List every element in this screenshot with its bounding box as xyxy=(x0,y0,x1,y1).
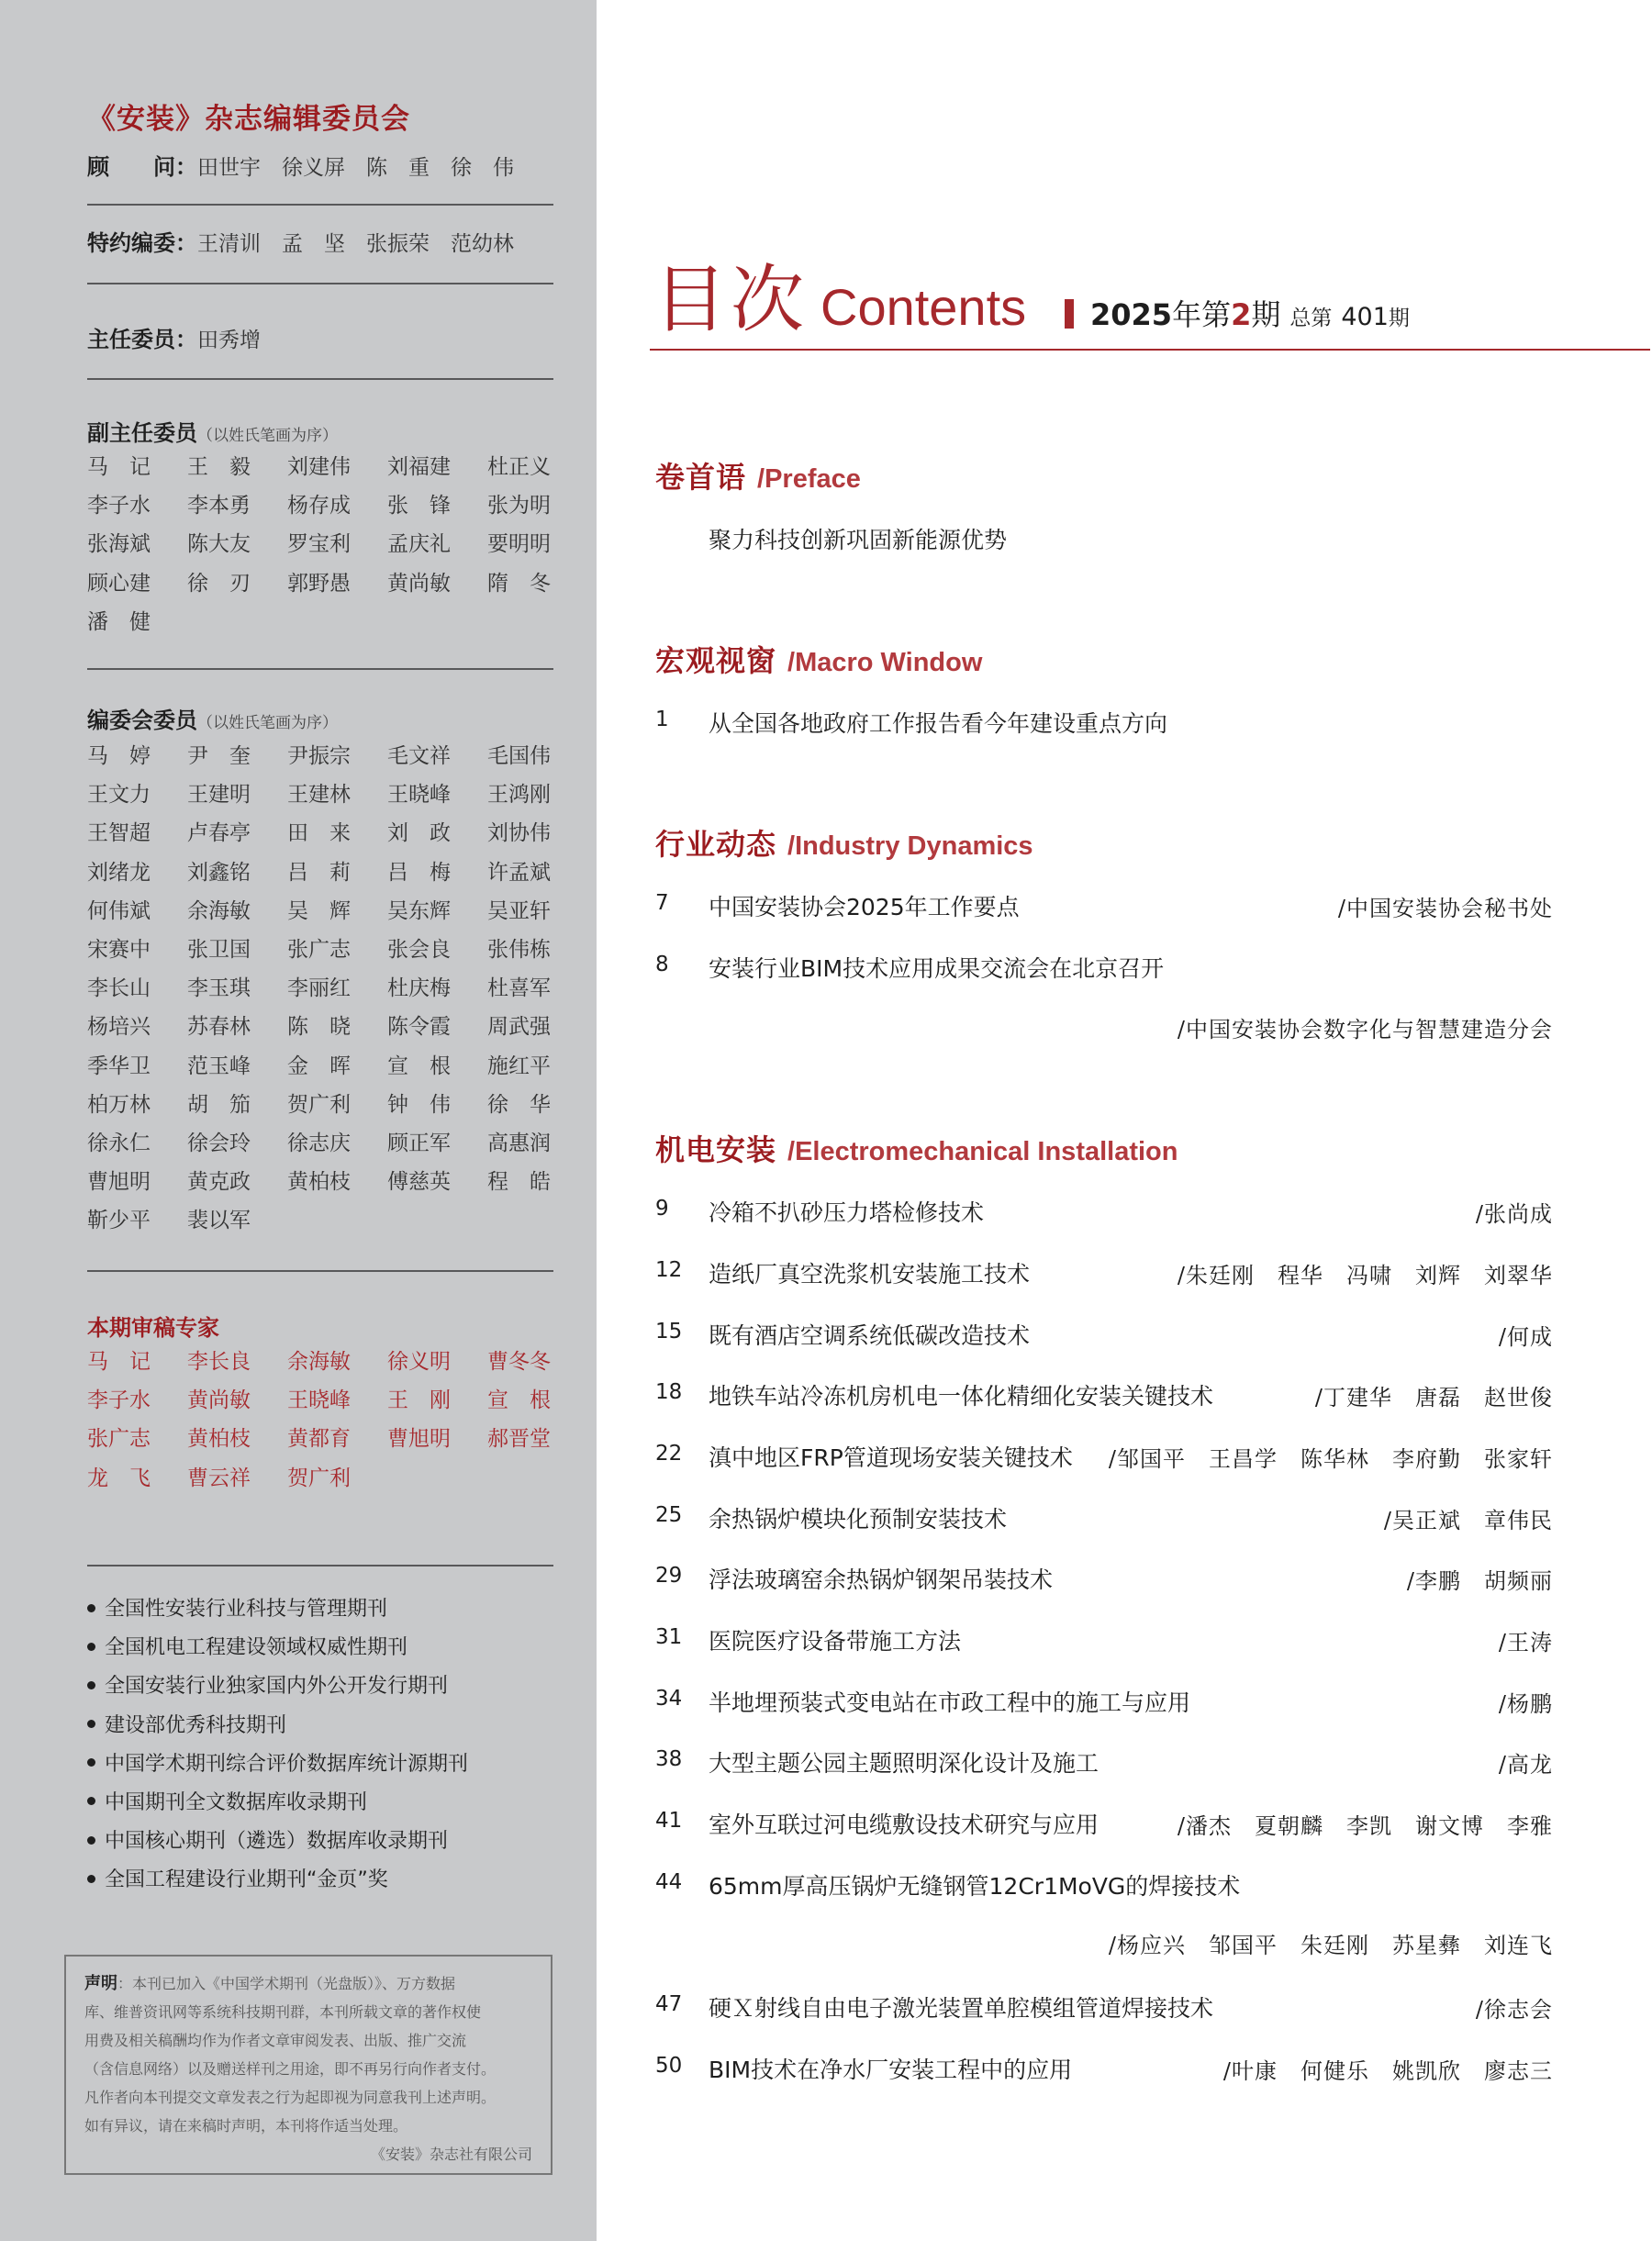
notice-line xyxy=(84,2112,532,2140)
article-author: /徐志会 xyxy=(1475,1997,1553,2023)
notice-label: 声明 xyxy=(84,1974,117,1993)
committee-member-name: 张 锋 xyxy=(387,494,451,518)
reviewer-name: 曹旭明 xyxy=(387,1427,451,1452)
committee-member-name: 马 婷 xyxy=(87,744,151,768)
committee-member-name: 张为明 xyxy=(487,494,551,518)
committee-member-name: 陈令霞 xyxy=(387,1015,451,1040)
bullet-icon xyxy=(87,1758,95,1767)
committee-member-name: 靳少平 xyxy=(87,1209,151,1233)
committee-member-name: 张广志 xyxy=(287,937,351,962)
committee-member-name: 李长山 xyxy=(87,976,151,1001)
bullet-icon xyxy=(87,1875,95,1883)
committee-member-name: 宣 根 xyxy=(387,1054,451,1078)
article-author: /中国安装协会秘书处 xyxy=(1337,896,1553,921)
committee-member-name: 罗宝利 xyxy=(287,532,351,557)
reviewer-name: 黄都育 xyxy=(287,1427,351,1452)
feature-text: 建设部优秀科技期刊 xyxy=(105,1713,287,1737)
toc-entry[interactable] xyxy=(655,1620,1553,1656)
article-author: /丁建华 唐磊 赵世俊 xyxy=(1314,1385,1553,1410)
committee-member-name: 毛国伟 xyxy=(487,744,551,768)
article-title: 聚力科技创新巩固新能源优势 xyxy=(709,527,1008,553)
notice-line-text: 凡作者向本刊提交文章发表之行为起即视为同意我刊上述声明。 xyxy=(84,2089,497,2106)
divider xyxy=(87,1270,553,1272)
feature-item xyxy=(87,1745,564,1784)
article-author: /朱廷刚 程华 冯啸 刘辉 刘翠华 xyxy=(1177,1263,1553,1288)
section-title-cn: 卷首语 xyxy=(655,460,747,495)
vice-note: （以姓氏笔画为序） xyxy=(197,427,338,445)
committee-member-name: 裴以军 xyxy=(187,1209,251,1233)
feature-item xyxy=(87,1707,564,1745)
article-author: /杨鹏 xyxy=(1498,1691,1553,1717)
committee-member-name: 陈大友 xyxy=(187,532,251,557)
notice-line-text: 库、维普资讯网等系统科技期刊群，本刊所载文章的著作权使 xyxy=(84,2003,482,2021)
bullet-icon xyxy=(87,1604,95,1612)
toc-entry[interactable] xyxy=(655,702,1553,739)
special-names: 王清训 孟 坚 张振荣 范幼林 xyxy=(197,232,514,256)
toc-entry[interactable] xyxy=(655,1436,1553,1473)
page-number: 31 xyxy=(655,1625,683,1649)
page-number: 9 xyxy=(655,1197,669,1221)
committee-member-name: 吴东辉 xyxy=(387,898,451,923)
committee-member-name: 黄尚敏 xyxy=(387,571,451,596)
committee-member-name: 王 毅 xyxy=(187,455,251,479)
reviewer-name: 李长良 xyxy=(187,1350,251,1374)
committee-member-name: 张会良 xyxy=(387,937,451,962)
feature-item xyxy=(87,1861,564,1900)
committee-member-name: 孟庆礼 xyxy=(387,532,451,557)
section-title-en: /Industry Dynamics xyxy=(787,831,1033,861)
toc-entry[interactable] xyxy=(655,1803,1553,1840)
committee-member-name: 柏万林 xyxy=(87,1092,151,1117)
committee-member-name: 尹振宗 xyxy=(287,744,351,768)
committee-member-name: 马 记 xyxy=(87,455,151,479)
divider xyxy=(87,668,553,670)
article-title: 冷箱不扒砂压力塔检修技术 xyxy=(709,1199,985,1226)
members-label: 编委会委员 xyxy=(87,708,197,733)
special-row xyxy=(87,225,514,257)
committee-member-name: 李本勇 xyxy=(187,494,251,518)
feature-text: 全国性安装行业科技与管理期刊 xyxy=(105,1598,388,1621)
reviewer-name: 龙 飞 xyxy=(87,1466,151,1490)
committee-member-name: 周武强 xyxy=(487,1015,551,1040)
toc-entry[interactable] xyxy=(655,947,1553,984)
contents-title-cn: 目次 xyxy=(653,257,808,342)
advisors-label: 顾 问： xyxy=(87,154,197,180)
reviewer-name: 余海敏 xyxy=(287,1350,351,1374)
page-number: 1 xyxy=(655,708,669,731)
reviewer-name: 贺广利 xyxy=(287,1466,351,1490)
vice-names-grid xyxy=(87,450,564,643)
committee-member-name: 刘鑫铭 xyxy=(187,860,251,885)
committee-member-name: 田 来 xyxy=(287,821,351,846)
director-row xyxy=(87,321,261,353)
committee-member-name: 范玉峰 xyxy=(187,1054,251,1078)
experts-label: 本期审稿专家 xyxy=(87,1315,219,1341)
reviewer-name: 李子水 xyxy=(87,1388,151,1413)
notice-text xyxy=(84,1969,532,2140)
issue-suffix: 期 xyxy=(1251,297,1281,332)
reviewer-name: 曹冬冬 xyxy=(487,1350,551,1374)
vice-label: 副主任委员 xyxy=(87,420,197,446)
article-author: /高龙 xyxy=(1498,1752,1553,1778)
member-names-grid xyxy=(87,739,564,1242)
section-title-cn: 行业动态 xyxy=(655,827,777,862)
committee-member-name: 郭野愚 xyxy=(287,571,351,596)
article-author: /王涛 xyxy=(1498,1630,1553,1656)
section-title-cn: 机电安装 xyxy=(655,1132,777,1167)
committee-member-name: 张海斌 xyxy=(87,532,151,557)
article-author: /李鹏 胡频丽 xyxy=(1406,1568,1553,1594)
bullet-icon xyxy=(87,1797,95,1805)
committee-member-name: 徐会玲 xyxy=(187,1131,251,1155)
feature-item xyxy=(87,1629,564,1667)
committee-member-name: 许孟斌 xyxy=(487,860,551,885)
reviewer-name: 宣 根 xyxy=(487,1388,551,1413)
page-number: 25 xyxy=(655,1503,683,1527)
committee-member-name: 李丽红 xyxy=(287,976,351,1001)
toc-entry[interactable] xyxy=(655,1191,1553,1228)
page-number: 41 xyxy=(655,1809,683,1833)
feature-text: 全国工程建设行业期刊“金页”奖 xyxy=(105,1868,388,1892)
page-number: 22 xyxy=(655,1442,683,1466)
divider xyxy=(87,283,553,284)
article-author: /邹国平 王昌学 陈华林 李府勤 张家轩 xyxy=(1108,1446,1553,1472)
issue-marker xyxy=(1065,299,1074,329)
page-number: 44 xyxy=(655,1870,683,1894)
notice-line-text: （含信息网络）以及赠送样刊之用途，即不再另行向作者支付。 xyxy=(84,2060,497,2078)
committee-member-name: 杜正义 xyxy=(487,455,551,479)
feature-text: 中国期刊全文数据库收录期刊 xyxy=(105,1790,368,1814)
notice-line-text: 如有异议，请在来稿时声明，本刊将作适当处理。 xyxy=(84,2117,408,2135)
feature-item xyxy=(87,1667,564,1706)
committee-member-name: 李子水 xyxy=(87,494,151,518)
article-title: 半地埋预装式变电站在市政工程中的施工与应用 xyxy=(709,1689,1191,1716)
committee-member-name: 王建林 xyxy=(287,783,351,808)
page-number: 34 xyxy=(655,1687,683,1711)
committee-member-name: 余海敏 xyxy=(187,898,251,923)
article-title: 硬Ｘ射线自由电子激光装置单腔模组管道焊接技术 xyxy=(709,1995,1214,2022)
section-title-cn: 宏观视窗 xyxy=(655,643,777,678)
committee-member-name: 施红平 xyxy=(487,1054,551,1078)
copyright-notice xyxy=(64,1955,553,2175)
reviewer-name: 曹云祥 xyxy=(187,1466,251,1490)
page-number: 8 xyxy=(655,953,669,976)
feature-text: 全国机电工程建设领域权威性期刊 xyxy=(105,1636,408,1660)
notice-line xyxy=(84,2026,532,2055)
director-name: 田秀增 xyxy=(197,329,261,352)
issue-number: 2 xyxy=(1231,297,1252,332)
total-suffix: 期 xyxy=(1388,307,1410,330)
committee-member-name: 吕 梅 xyxy=(387,860,451,885)
reviewer-name: 马 记 xyxy=(87,1350,151,1374)
committee-member-name: 潘 健 xyxy=(87,609,151,634)
committee-member-name: 傅慈英 xyxy=(387,1170,451,1195)
bullet-icon xyxy=(87,1720,95,1728)
vice-heading xyxy=(87,415,338,447)
committee-member-name: 隋 冬 xyxy=(487,571,551,596)
section-industry-dynamics xyxy=(655,821,1033,864)
committee-member-name: 徐永仁 xyxy=(87,1131,151,1155)
reviewer-name: 郝晋堂 xyxy=(487,1427,551,1452)
article-author: /叶康 何健乐 姚凯欣 廖志三 xyxy=(1222,2058,1553,2084)
article-title: 大型主题公园主题照明深化设计及施工 xyxy=(709,1750,1099,1777)
toc-entry[interactable] xyxy=(655,1253,1553,1289)
section-title-en: /Electromechanical Installation xyxy=(787,1137,1178,1166)
bullet-icon xyxy=(87,1643,95,1651)
committee-member-name: 贺广利 xyxy=(287,1092,351,1117)
journal-features-list xyxy=(87,1590,564,1901)
committee-member-name: 季华卫 xyxy=(87,1054,151,1078)
committee-member-name: 顾心建 xyxy=(87,571,151,596)
page-number: 38 xyxy=(655,1747,683,1771)
toc-entry[interactable] xyxy=(655,1681,1553,1718)
committee-member-name: 徐志庆 xyxy=(287,1131,351,1155)
notice-line-text: 用费及相关稿酬均作为作者文章审阅发表、出版、推广交流 xyxy=(84,2032,467,2049)
notice-line xyxy=(84,2083,532,2112)
committee-member-name: 刘 政 xyxy=(387,821,451,846)
members-note: （以姓氏笔画为序） xyxy=(197,714,338,732)
committee-member-name: 高惠润 xyxy=(487,1131,551,1155)
article-title: 地铁车站冷冻机房机电一体化精细化安装关键技术 xyxy=(709,1383,1214,1410)
feature-text: 中国核心期刊（遴选）数据库收录期刊 xyxy=(105,1830,449,1854)
article-title: 65mm厚高压锅炉无缝钢管12Cr1MoVG的焊接技术 xyxy=(709,1873,1241,1900)
committee-member-name: 程 皓 xyxy=(487,1170,551,1195)
committee-member-name: 黄克政 xyxy=(187,1170,251,1195)
committee-member-name: 毛文祥 xyxy=(387,744,451,768)
advisors-row xyxy=(87,149,514,181)
issue-year: 2025 xyxy=(1090,297,1173,332)
notice-line xyxy=(84,2055,532,2083)
total-prefix: 总第 xyxy=(1289,307,1333,330)
committee-member-name: 刘建伟 xyxy=(287,455,351,479)
article-title: 从全国各地政府工作报告看今年建设重点方向 xyxy=(709,710,1168,737)
committee-member-name: 王晓峰 xyxy=(387,783,451,808)
issue-info xyxy=(1065,292,1410,334)
section-title-en: /Macro Window xyxy=(787,648,983,677)
expert-names-grid xyxy=(87,1344,564,1500)
article-title: 滇中地区FRP管道现场安装关键技术 xyxy=(709,1444,1073,1471)
feature-item xyxy=(87,1784,564,1823)
article-title: 医院医疗设备带施工方法 xyxy=(709,1628,962,1655)
toc-entry[interactable] xyxy=(655,2048,1553,2085)
toc-entry[interactable] xyxy=(655,1375,1553,1411)
committee-member-name: 钟 伟 xyxy=(387,1092,451,1117)
article-title: 室外互联过河电缆敷设技术研究与应用 xyxy=(709,1812,1099,1838)
committee-member-name: 张伟栋 xyxy=(487,937,551,962)
heading-rule xyxy=(650,349,1650,351)
section-title-en: /Preface xyxy=(757,464,861,494)
reviewer-name: 黄柏枝 xyxy=(187,1427,251,1452)
committee-member-name: 李玉琪 xyxy=(187,976,251,1001)
toc-entry[interactable] xyxy=(655,1314,1553,1351)
committee-member-name: 陈 晓 xyxy=(287,1015,351,1040)
divider xyxy=(87,378,553,380)
reviewer-name: 张广志 xyxy=(87,1427,151,1452)
committee-member-name: 顾正军 xyxy=(387,1131,451,1155)
contents-title-en: Contents xyxy=(820,278,1027,336)
special-label: 特约编委： xyxy=(87,230,197,256)
committee-member-name: 吕 莉 xyxy=(287,860,351,885)
committee-member-name: 王文力 xyxy=(87,783,151,808)
reviewer-name: 王 刚 xyxy=(387,1388,451,1413)
article-author: /潘杰 夏朝麟 李凯 谢文博 李雅 xyxy=(1177,1813,1553,1839)
toc-entry[interactable] xyxy=(655,518,1553,555)
article-title: 造纸厂真空洗浆机安装施工技术 xyxy=(709,1261,1031,1288)
section-preface xyxy=(655,454,861,496)
committee-member-name: 曹旭明 xyxy=(87,1170,151,1195)
article-author: /吴正斌 章伟民 xyxy=(1383,1508,1553,1533)
committee-member-name: 卢春亭 xyxy=(187,821,251,846)
divider xyxy=(87,204,553,206)
committee-member-name: 尹 奎 xyxy=(187,744,251,768)
committee-member-name: 要明明 xyxy=(487,532,551,557)
reviewer-name: 黄尚敏 xyxy=(187,1388,251,1413)
committee-member-name: 宋赛中 xyxy=(87,937,151,962)
bullet-icon xyxy=(87,1681,95,1689)
committee-member-name: 张卫国 xyxy=(187,937,251,962)
feature-text: 全国安装行业独家国内外公开发行期刊 xyxy=(105,1675,449,1699)
members-heading xyxy=(87,702,338,734)
reviewer-name: 徐义明 xyxy=(387,1350,451,1374)
notice-line xyxy=(84,1998,532,2026)
committee-title: 《安装》杂志编辑委员会 xyxy=(87,103,410,136)
article-title: 中国安装协会2025年工作要点 xyxy=(709,894,1020,920)
article-title: BIM技术在净水厂安装工程中的应用 xyxy=(709,2057,1073,2083)
toc-entry[interactable] xyxy=(655,886,1553,922)
page-number: 7 xyxy=(655,891,669,915)
contents-heading xyxy=(653,240,1026,346)
article-title: 浮法玻璃窑余热锅炉钢架吊装技术 xyxy=(709,1566,1054,1593)
issue-year-suffix: 年第 xyxy=(1172,297,1232,332)
committee-member-name: 何伟斌 xyxy=(87,898,151,923)
advisors-names: 田世宇 徐义屏 陈 重 徐 伟 xyxy=(197,156,514,180)
page-number: 50 xyxy=(655,2054,683,2078)
article-author: /中国安装协会数字化与智慧建造分会 xyxy=(1177,1017,1553,1042)
committee-member-name: 刘福建 xyxy=(387,455,451,479)
committee-member-name: 王智超 xyxy=(87,821,151,846)
article-author: /张尚成 xyxy=(1475,1201,1553,1227)
page-number: 29 xyxy=(655,1564,683,1588)
committee-member-name: 杜喜军 xyxy=(487,976,551,1001)
committee-member-name: 徐 华 xyxy=(487,1092,551,1117)
toc-entry[interactable] xyxy=(655,1558,1553,1595)
committee-member-name: 杨培兴 xyxy=(87,1015,151,1040)
committee-member-name: 吴亚轩 xyxy=(487,898,551,923)
page-number: 12 xyxy=(655,1258,683,1282)
committee-member-name: 金 晖 xyxy=(287,1054,351,1078)
notice-publisher: 《安装》杂志社有限公司 xyxy=(370,2146,532,2163)
committee-member-name: 黄柏枝 xyxy=(287,1170,351,1195)
total-number: 401 xyxy=(1341,303,1389,331)
toc-entry[interactable] xyxy=(655,1865,1553,1901)
page-number: 18 xyxy=(655,1380,683,1404)
committee-member-name: 刘协伟 xyxy=(487,821,551,846)
bullet-icon xyxy=(87,1836,95,1845)
committee-member-name: 杨存成 xyxy=(287,494,351,518)
feature-item xyxy=(87,1823,564,1861)
section-electromechanical xyxy=(655,1127,1178,1169)
divider xyxy=(87,1565,553,1566)
feature-text: 中国学术期刊综合评价数据库统计源期刊 xyxy=(105,1752,469,1776)
committee-member-name: 徐 刃 xyxy=(187,571,251,596)
page-number: 47 xyxy=(655,1992,683,2016)
notice-line-text: ：本刊已加入《中国学术期刊（光盘版）》、万方数据 xyxy=(117,1975,456,1992)
committee-member-name: 胡 笳 xyxy=(187,1092,251,1117)
committee-member-name: 杜庆梅 xyxy=(387,976,451,1001)
committee-member-name: 苏春林 xyxy=(187,1015,251,1040)
section-macro-window xyxy=(655,638,982,680)
notice-line xyxy=(84,1969,532,1998)
article-author: /杨应兴 邹国平 朱廷刚 苏星彝 刘连飞 xyxy=(1108,1933,1553,1958)
toc-entry[interactable] xyxy=(655,1498,1553,1534)
article-title: 安装行业BIM技术应用成果交流会在北京召开 xyxy=(709,955,1165,982)
director-label: 主任委员： xyxy=(87,327,197,352)
article-title: 余热锅炉模块化预制安装技术 xyxy=(709,1506,1008,1533)
article-author: /何成 xyxy=(1498,1324,1553,1350)
reviewer-name: 王晓峰 xyxy=(287,1388,351,1413)
toc-entry[interactable] xyxy=(655,1742,1553,1778)
committee-member-name: 刘绪龙 xyxy=(87,860,151,885)
page-number: 15 xyxy=(655,1320,683,1343)
article-title: 既有酒店空调系统低碳改造技术 xyxy=(709,1322,1031,1349)
feature-item xyxy=(87,1590,564,1629)
committee-member-name: 王鸿刚 xyxy=(487,783,551,808)
committee-member-name: 王建明 xyxy=(187,783,251,808)
toc-entry[interactable] xyxy=(655,1987,1553,2024)
committee-member-name: 吴 辉 xyxy=(287,898,351,923)
